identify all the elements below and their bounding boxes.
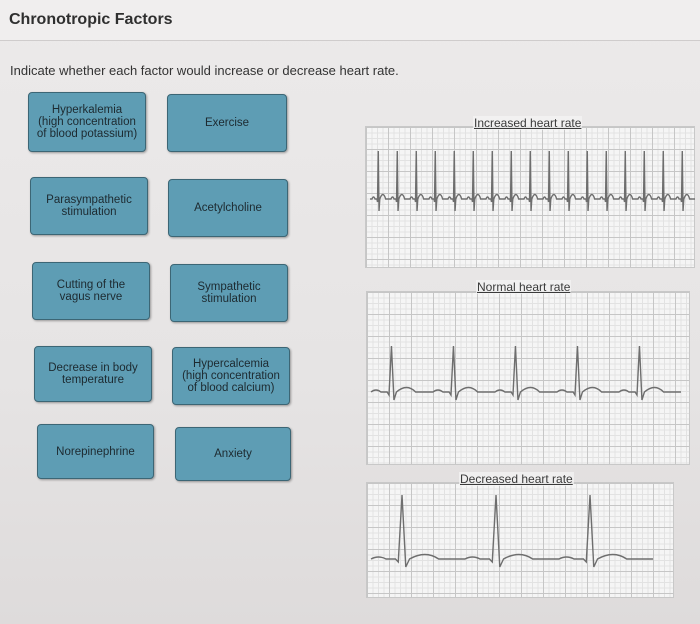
ecg-normal-trace bbox=[367, 292, 691, 466]
ecg-decreased-rate-panel[interactable] bbox=[366, 482, 674, 598]
card-anxiety[interactable] bbox=[175, 427, 291, 481]
card-hyperkalemia-label: Hyperkalemia (high concentration of blood potassium) bbox=[36, 104, 138, 140]
ecg-decreased-label: Decreased heart rate bbox=[460, 472, 573, 486]
header-bar bbox=[0, 0, 700, 41]
card-anxiety-label: Anxiety bbox=[214, 448, 252, 460]
ecg-increased-trace bbox=[366, 127, 696, 269]
card-body-temperature-label: Decrease in body temperature bbox=[48, 362, 138, 386]
card-parasympathetic[interactable] bbox=[30, 177, 148, 235]
card-hypercalcemia-label: Hypercalcemia (high concentration of blood calcium) bbox=[182, 358, 280, 394]
card-acetylcholine-label: Acetylcholine bbox=[194, 202, 262, 214]
card-exercise-label: Exercise bbox=[204, 117, 250, 129]
card-hypercalcemia[interactable] bbox=[172, 347, 290, 405]
page-title: Chronotropic Factors bbox=[9, 11, 173, 28]
card-sympathetic[interactable] bbox=[170, 264, 288, 322]
card-norepinephrine-label: Norepinephrine bbox=[56, 445, 135, 458]
ecg-increased-label: Increased heart rate bbox=[474, 116, 582, 130]
card-vagus-nerve[interactable] bbox=[32, 262, 150, 320]
ecg-increased-rate-panel[interactable] bbox=[365, 126, 695, 268]
ecg-normal-rate-panel[interactable] bbox=[366, 291, 690, 465]
ecg-decreased-trace bbox=[367, 483, 675, 599]
card-acetylcholine[interactable] bbox=[168, 179, 288, 237]
card-hyperkalemia[interactable] bbox=[28, 92, 146, 152]
card-body-temperature[interactable] bbox=[34, 346, 152, 402]
card-norepinephrine[interactable] bbox=[37, 424, 154, 479]
card-vagus-nerve-label: Cutting of the vagus nerve bbox=[56, 279, 126, 303]
card-sympathetic-label: Sympathetic stimulation bbox=[197, 281, 261, 305]
card-parasympathetic-label: Parasympathetic stimulation bbox=[46, 194, 132, 218]
card-exercise[interactable] bbox=[167, 94, 287, 152]
ecg-normal-label: Normal heart rate bbox=[477, 280, 571, 294]
instruction-text: Indicate whether each factor would increase or decrease heart rate. bbox=[10, 63, 399, 78]
